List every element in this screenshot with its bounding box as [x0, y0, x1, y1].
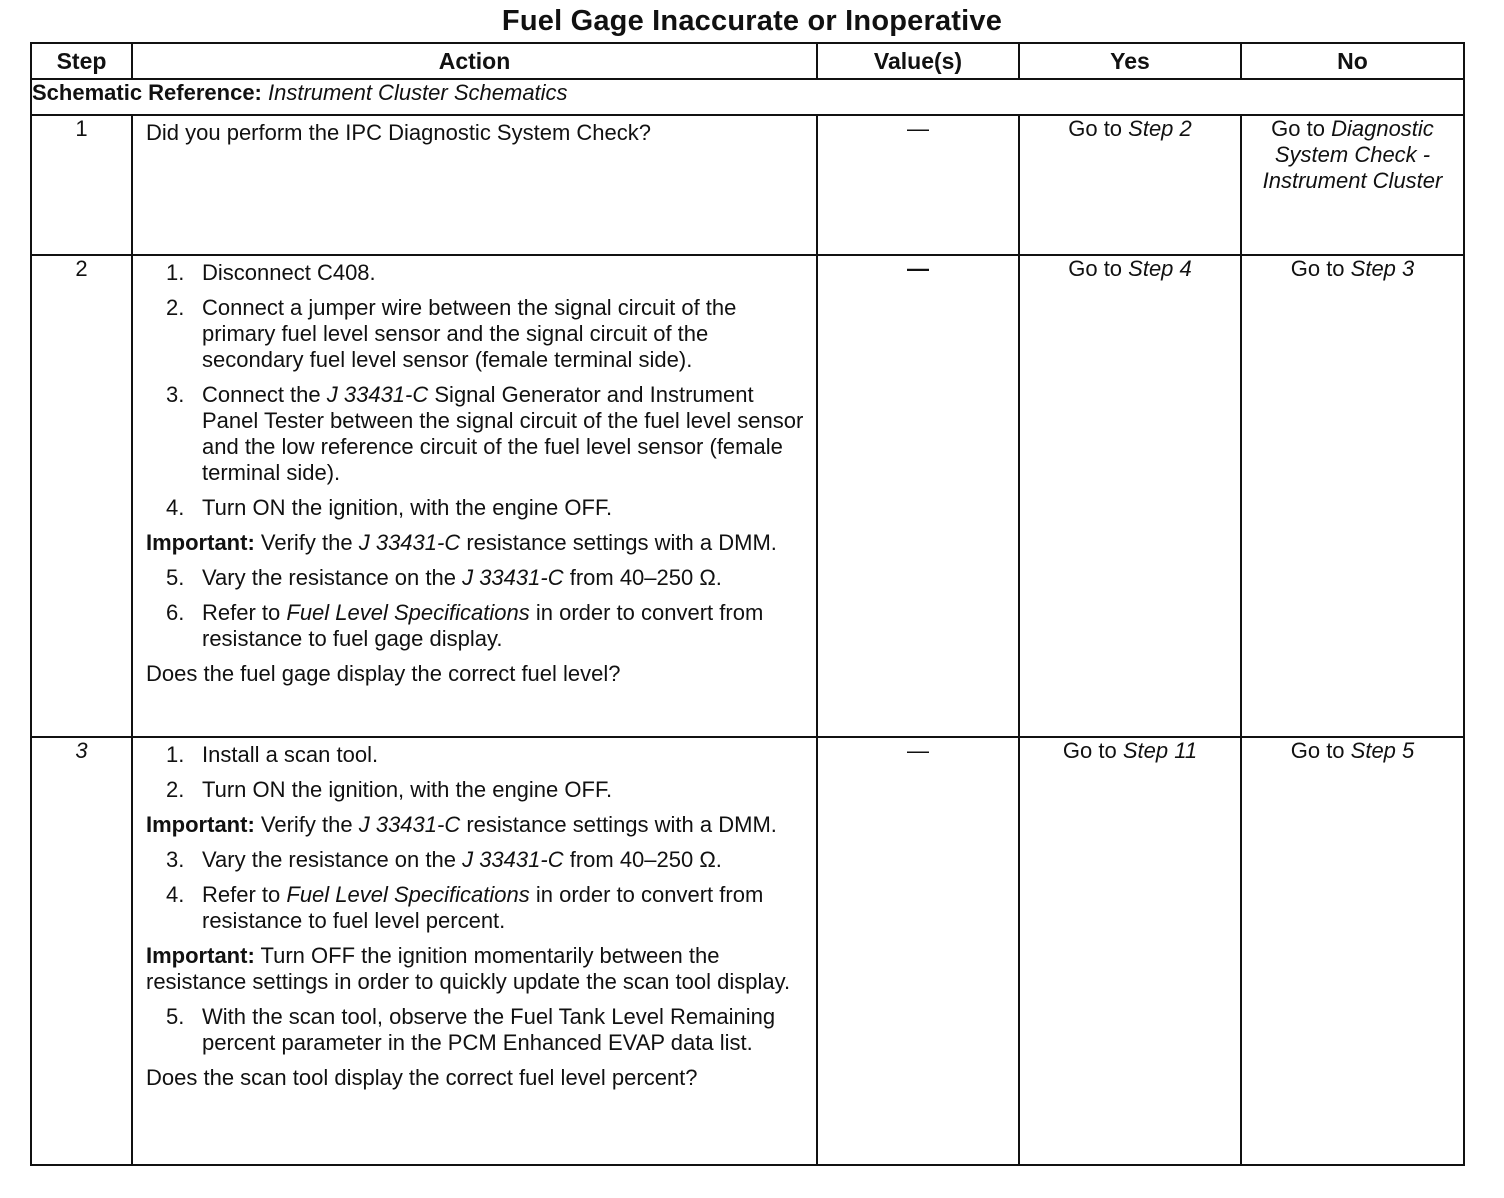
no-cell [1241, 737, 1464, 1165]
important-note: Important: Turn OFF the ignition momentarily between the resistance settings in order to quickly update the scan tool display. [146, 943, 791, 994]
header-row [31, 43, 1464, 79]
yes-prefix: Go to [1062, 738, 1123, 763]
header-yes: Yes [1019, 43, 1241, 79]
no-step-link[interactable]: Diagnostic System Check - Instrument Cluster [1262, 116, 1443, 193]
step-question: Does the scan tool display the correct fuel level percent? [146, 1065, 698, 1090]
value-text: — [907, 256, 929, 281]
step-number: 1 [31, 115, 132, 255]
value-text: — [907, 116, 929, 141]
schematic-reference [31, 79, 1464, 115]
yes-cell [1019, 115, 1241, 255]
step-number: 3 [31, 737, 132, 1165]
list-item: 5. Vary the resistance on the J 33431-C from 40–250 Ω. [166, 565, 722, 590]
no-prefix: Go to [1271, 116, 1332, 141]
yes-step-link[interactable]: Step 2 [1128, 116, 1192, 141]
important-note: Important: Verify the J 33431-C resistance settings with a DMM. [146, 812, 777, 837]
yes-cell [1019, 255, 1241, 737]
value-cell [817, 255, 1019, 737]
list-item: 3. Connect the J 33431-C Signal Generator and Instrument Panel Tester between the signal circuit of the fuel level sensor and the low reference circuit of the fuel level sensor (female terminal side). [166, 382, 804, 485]
schematic-reference-link[interactable]: Instrument Cluster Schematics [268, 80, 568, 105]
table-row [31, 255, 1464, 737]
value-text: — [907, 738, 929, 763]
no-prefix: Go to [1290, 738, 1351, 763]
no-prefix: Go to [1290, 256, 1351, 281]
no-step-link[interactable]: Step 5 [1350, 738, 1415, 763]
schematic-reference-row [31, 79, 1464, 115]
header-step: Step [31, 43, 132, 79]
no-cell [1241, 255, 1464, 737]
list-item: 2. Connect a jumper wire between the signal circuit of the primary fuel level sensor and the signal circuit of the secondary fuel level sensor (female terminal side). [166, 295, 737, 372]
list-item: 2. Turn ON the ignition, with the engine OFF. [166, 777, 613, 802]
list-item: 5. With the scan tool, observe the Fuel Tank Level Remaining percent parameter in the PCM Enhanced EVAP data list. [166, 1004, 776, 1055]
spec-link[interactable]: Fuel Level Specifications [286, 600, 530, 625]
header-no: No [1241, 43, 1464, 79]
value-cell [817, 115, 1019, 255]
step-number: 2 [31, 255, 132, 737]
spec-link[interactable]: Fuel Level Specifications [286, 882, 530, 907]
list-item: 4. Turn ON the ignition, with the engine OFF. [166, 495, 613, 520]
header-values: Value(s) [817, 43, 1019, 79]
table-row [31, 115, 1464, 255]
yes-cell [1019, 737, 1241, 1165]
header-action: Action [132, 43, 817, 79]
important-note: Important: Verify the J 33431-C resistance settings with a DMM. [146, 530, 777, 555]
step-question: Did you perform the IPC Diagnostic System Check? [146, 120, 651, 145]
list-item: 6. Refer to Fuel Level Specifications in order to convert from resistance to fuel gage display. [166, 600, 764, 651]
page-title: Fuel Gage Inaccurate or Inoperative [501, 5, 1003, 37]
table-row [31, 737, 1464, 1165]
tool-reference: J 33431-C [326, 382, 429, 407]
no-cell [1241, 115, 1464, 255]
list-item: 4. Refer to Fuel Level Specifications in order to convert from resistance to fuel level percent. [166, 882, 764, 933]
yes-step-link[interactable]: Step 4 [1128, 256, 1192, 281]
diagnostic-table [30, 42, 1465, 1166]
list-item: 1. Disconnect C408. [166, 260, 376, 285]
yes-prefix: Go to [1068, 256, 1129, 281]
yes-prefix: Go to [1068, 116, 1129, 141]
step-question: Does the fuel gage display the correct fuel level? [146, 661, 621, 686]
action-cell [132, 737, 817, 1165]
schematic-reference-label: Schematic Reference: [32, 80, 262, 105]
yes-step-link[interactable]: Step 11 [1122, 738, 1198, 763]
action-cell [132, 115, 817, 255]
list-item: 3. Vary the resistance on the J 33431-C from 40–250 Ω. [166, 847, 722, 872]
value-cell [817, 737, 1019, 1165]
no-step-link[interactable]: Step 3 [1350, 256, 1415, 281]
list-item: 1. Install a scan tool. [166, 742, 379, 767]
action-cell [132, 255, 817, 737]
